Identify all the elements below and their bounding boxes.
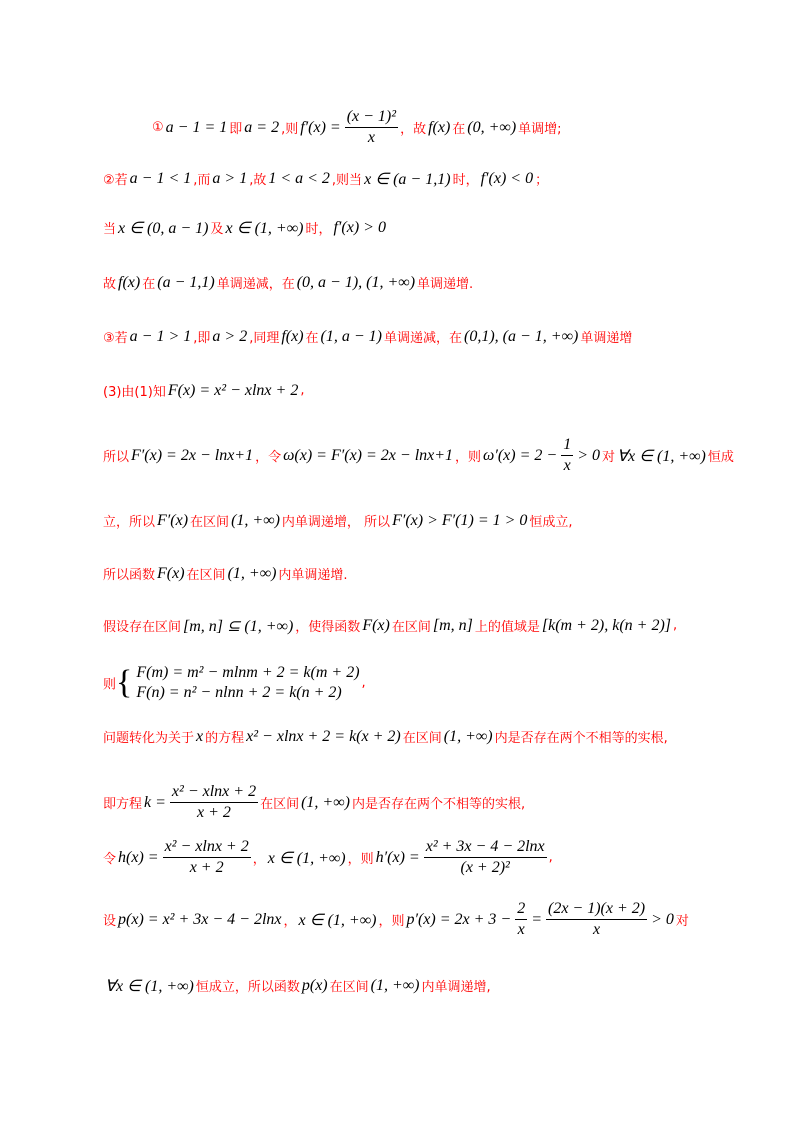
math-expression: ω′(x) = 2 − — [483, 446, 558, 464]
math-expression: ω(x) = F′(x) = 2x − lnx+1 — [283, 446, 454, 464]
math-expression: ∀x ∈ (1, +∞) — [105, 977, 194, 995]
math-expression: x ∈ (0, a − 1) — [118, 219, 209, 237]
fraction-denominator: x — [593, 921, 601, 938]
chinese-text: , — [300, 383, 305, 398]
text-line — [103, 168, 548, 189]
chinese-text: 恒成立，所以函数 — [195, 980, 300, 995]
chinese-text: (3)由(1)知 — [103, 385, 166, 400]
math-expression: (1, +∞) — [301, 793, 350, 811]
chinese-text: 内单调递增. — [278, 568, 348, 583]
chinese-text: 时， — [305, 222, 332, 237]
fraction — [513, 900, 529, 939]
text-line — [103, 726, 668, 746]
math-expression: p′(x) = 2x + 3 − — [406, 910, 512, 928]
fraction-numerator: 1 — [561, 436, 573, 456]
text-line — [103, 326, 632, 346]
fraction-numerator: x² − xlnx + 2 — [170, 783, 258, 803]
fraction-denominator: x — [563, 457, 571, 474]
math-expression: f′(x) = — [300, 118, 341, 136]
chinese-text: 单调增; — [518, 122, 562, 137]
math-expression: > 0 — [651, 910, 674, 928]
chinese-text: 当 — [103, 222, 117, 237]
chinese-text: 内是否存在两个不相等的实根, — [351, 797, 526, 812]
math-expression: [m, n] ⊆ (1, +∞) — [183, 617, 294, 635]
math-expression: h(x) = — [118, 848, 159, 866]
chinese-text: 对 — [675, 914, 689, 929]
math-expression: F(x) — [362, 616, 390, 634]
chinese-text: , — [673, 618, 678, 633]
chinese-text: ，则 — [378, 914, 405, 929]
math-expression: f(x) — [281, 327, 304, 345]
text-line — [103, 783, 525, 822]
math-expression: (1, +∞) — [370, 976, 420, 994]
math-expression: x ∈ (a − 1,1) — [364, 170, 451, 188]
chinese-text: 所以 — [103, 450, 130, 465]
text-line — [103, 975, 491, 996]
chinese-text: 在区间 — [329, 980, 369, 995]
fraction — [544, 900, 649, 939]
chinese-text: ,即 — [193, 331, 211, 346]
math-expression: x ∈ (1, +∞) — [225, 219, 304, 237]
chinese-text: ； — [535, 173, 549, 188]
chinese-text: 则 — [103, 677, 117, 693]
chinese-text: 单调递减，在 — [216, 277, 295, 292]
math-expression: F′(x) — [157, 511, 189, 529]
chinese-text: 上的值域是 — [474, 620, 540, 635]
text-line — [103, 217, 388, 238]
chinese-text: 在区间 — [260, 797, 300, 812]
chinese-text: 单调递减，在 — [384, 331, 463, 346]
math-expression: (1, a − 1) — [320, 327, 382, 345]
chinese-text: 即方程 — [103, 797, 143, 812]
math-expression: a − 1 > 1 — [129, 327, 192, 345]
text-line — [103, 664, 366, 702]
chinese-text: 单调递增 — [580, 331, 633, 346]
chinese-text: 在区间 — [186, 568, 226, 583]
text-line — [103, 510, 573, 530]
text-line — [103, 563, 348, 583]
chinese-text: ,同理 — [249, 331, 280, 346]
math-expression: 1 < a < 2 — [268, 169, 330, 187]
fraction-numerator: 2 — [515, 900, 527, 920]
chinese-text: 的方程 — [205, 731, 245, 746]
chinese-text: ，则 — [455, 450, 482, 465]
math-expression: h′(x) = — [375, 848, 420, 866]
chinese-text: ,故 — [249, 173, 267, 188]
chinese-text: 在 — [305, 331, 319, 346]
math-expression: k = — [144, 793, 166, 811]
chinese-text: ③若 — [103, 331, 128, 346]
math-expression: (0, +∞) — [467, 118, 517, 136]
math-expression: x — [196, 727, 204, 745]
fraction-denominator: (x + 2)² — [460, 859, 510, 876]
chinese-text: , — [548, 850, 553, 865]
chinese-text: 内是否存在两个不相等的实根, — [494, 731, 668, 746]
text-line — [103, 900, 689, 939]
text-line — [103, 436, 734, 475]
chinese-text: 及 — [210, 222, 224, 237]
math-expression: = — [531, 910, 542, 928]
math-expression: f′(x) < 0 — [480, 169, 534, 187]
text-line — [103, 272, 473, 292]
equation-system — [116, 664, 362, 702]
fraction-numerator: x² + 3x − 4 − 2lnx — [424, 838, 547, 858]
fraction-denominator: x + 2 — [197, 804, 231, 821]
math-expression: F(x) = x² − xlnx + 2 — [167, 381, 299, 399]
chinese-text: ,则当 — [331, 173, 363, 188]
chinese-text: ， — [252, 852, 266, 867]
math-expression: x² − xlnx + 2 = k(x + 2) — [246, 727, 401, 745]
chinese-text: 对 — [602, 450, 616, 465]
chinese-text: 即 — [229, 122, 243, 137]
fraction — [161, 838, 253, 877]
math-expression: (0, a − 1), (1, +∞) — [296, 273, 416, 291]
math-expression: a − 1 < 1 — [129, 169, 192, 187]
fraction — [168, 783, 260, 822]
math-expression: p(x) — [301, 976, 328, 994]
chinese-text: ,则 — [281, 122, 299, 137]
fraction — [559, 436, 575, 475]
math-expression: f(x) — [118, 273, 141, 291]
chinese-text: 所以函数 — [103, 568, 156, 583]
math-expression: f(x) — [428, 118, 451, 136]
fraction-denominator: x — [367, 129, 375, 146]
math-expression: a > 1 — [212, 169, 248, 187]
chinese-text: 在区间 — [402, 731, 442, 746]
chinese-text: ，故 — [400, 122, 427, 137]
chinese-text: ，使得函数 — [295, 620, 361, 635]
math-expression: (1, +∞) — [231, 511, 280, 529]
chinese-text: ① — [152, 120, 164, 135]
math-expression: [m, n] — [432, 616, 473, 634]
system-equation: F(n) = n² − nlnn + 2 = k(n + 2) — [136, 684, 342, 701]
math-expression: (0,1), (a − 1, +∞) — [464, 327, 579, 345]
math-expression: [k(m + 2), k(n + 2)] — [541, 616, 672, 634]
fraction-denominator: x + 2 — [189, 859, 224, 876]
math-expression: a − 1 = 1 — [165, 118, 228, 136]
chinese-text: , — [361, 675, 366, 691]
text-line — [103, 838, 553, 877]
math-expression: a = 2 — [244, 118, 280, 136]
chinese-text: 在 — [142, 277, 156, 292]
chinese-text: 在 — [452, 122, 466, 137]
math-expression: F′(x) > F′(1) = 1 > 0 — [392, 511, 528, 529]
math-expression: ∀x ∈ (1, +∞) — [617, 447, 706, 465]
chinese-text: ，则 — [347, 852, 374, 867]
fraction-numerator: (2x − 1)(x + 2) — [546, 900, 647, 920]
math-expression: > 0 — [577, 446, 600, 464]
chinese-text: 故 — [103, 277, 117, 292]
math-expression: F(x) — [157, 564, 185, 582]
chinese-text: ，令 — [255, 450, 282, 465]
chinese-text: 假设存在区间 — [103, 620, 182, 635]
chinese-text: 在区间 — [391, 620, 431, 635]
chinese-text: 设 — [103, 914, 117, 929]
math-expression: x ∈ (1, +∞) — [267, 849, 346, 867]
math-expression: p(x) = x² + 3x − 4 − 2lnx — [118, 910, 282, 928]
fraction — [343, 108, 400, 147]
math-expression: x ∈ (1, +∞) — [298, 911, 377, 929]
math-expression: (a − 1,1) — [157, 273, 215, 291]
chinese-text: ， — [283, 914, 297, 929]
chinese-text: ②若 — [103, 173, 128, 188]
math-expression: a > 2 — [212, 327, 248, 345]
chinese-text: 时， — [452, 173, 479, 188]
text-line — [152, 108, 562, 147]
fraction-numerator: (x − 1)² — [345, 108, 398, 128]
chinese-text: 内单调递增， 所以 — [281, 515, 391, 530]
chinese-text: 恒成立, — [529, 515, 573, 530]
chinese-text: 在区间 — [190, 515, 230, 530]
brace-glyph: { — [116, 664, 133, 701]
chinese-text: 问题转化为关于 — [103, 731, 195, 746]
text-line — [103, 380, 304, 400]
chinese-text: 恒成 — [707, 450, 734, 465]
chinese-text: 立，所以 — [103, 515, 156, 530]
chinese-text: 单调递增. — [417, 277, 474, 292]
fraction-denominator: x — [517, 921, 525, 938]
text-line — [103, 615, 677, 636]
chinese-text: 内单调递增, — [421, 980, 491, 995]
math-expression: F′(x) = 2x − lnx+1 — [131, 446, 254, 464]
fraction-numerator: x² − xlnx + 2 — [163, 838, 251, 858]
fraction — [422, 838, 549, 877]
math-expression: f′(x) > 0 — [333, 218, 386, 236]
system-equation: F(m) = m² − mlnm + 2 = k(m + 2) — [136, 664, 360, 681]
chinese-text: 令 — [103, 852, 117, 867]
math-expression: (1, +∞) — [443, 727, 493, 745]
math-expression: (1, +∞) — [227, 564, 277, 582]
chinese-text: ,而 — [193, 173, 211, 188]
